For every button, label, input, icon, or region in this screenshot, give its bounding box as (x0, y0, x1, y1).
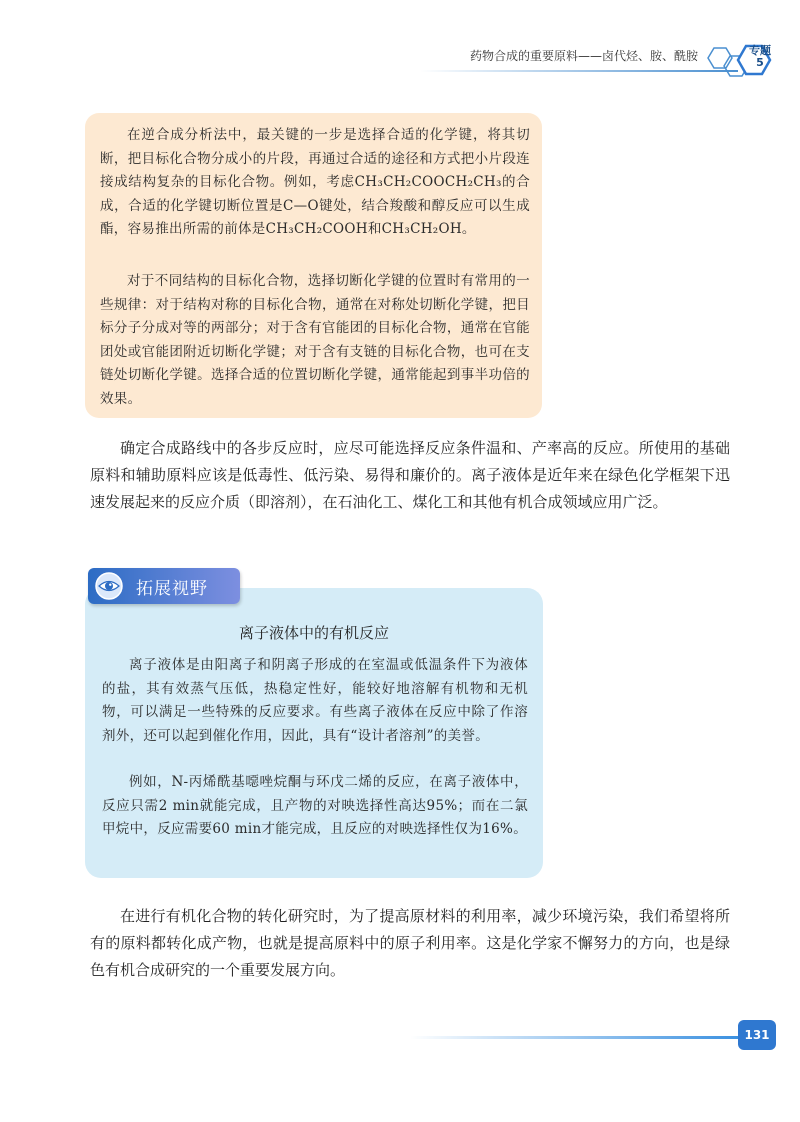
body-paragraph-2: 在进行有机化合物的转化研究时，为了提高原材料的利用率，减少环境污染，我们希望将所有的原料都转化成产物，也就是提高原料中的原子利用率。这是化学家不懈努力的方向，也是绿色有机合成研究的一个重要发展方向。 (90, 907, 730, 979)
extension-title: 离子液体中的有机反应 (238, 624, 389, 642)
header-rule (420, 70, 738, 72)
sidebar-note-paragraph-2: 对于不同结构的目标化合物，选择切断化学键的位置时有常用的一些规律：对于结构对称的目标化合物，通常在对称处切断化学键，把目标分子分成对等的两部分；对于含有官能团的目标化合物，通常在官能团处或官能团附近切断化学键；对于含有支链的目标化合物，也可在支链处切断化学键。选择合适的位置切断化学键，通常能起到事半功倍的效果。 (100, 273, 530, 407)
chapter-title: 药物合成的重要原料——卤代烃、胺、酰胺 (470, 49, 699, 63)
topic-badge (740, 45, 780, 69)
extension-paragraph-2: 例如，N-丙烯酰基噁唑烷酮与环戊二烯的反应，在离子液体中，反应只需2 min就能完成，且产物的对映选择性高达95%；而在二氯甲烷中，反应需要60 min才能完成，且反应的对映选择性仅为16%。 (102, 774, 528, 838)
extension-tab (88, 568, 240, 604)
topic-label: 专题 (749, 44, 771, 57)
extension-paragraph-1: 离子液体是由阳离子和阴离子形成的在室温或低温条件下为液体的盐，其有效蒸气压低，热稳定性好，能较好地溶解有机物和无机物，可以满足一些特殊的反应要求。有些离子液体在反应中除了作溶剂外，还可以起到催化作用，因此，具有“设计者溶剂”的美誉。 (102, 657, 528, 745)
eye-icon (94, 571, 124, 601)
body-paragraph-1: 确定合成路线中的各步反应时，应尽可能选择反应条件温和、产率高的反应。所使用的基础原料和辅助原料应该是低毒性、低污染、易得和廉价的。离子液体是近年来在绿色化学框架下迅速发展起来的反应介质（即溶剂），在石油化工、煤化工和其他有机合成领域应用广泛。 (90, 439, 730, 511)
sidebar-note-paragraph-1: 在逆合成分析法中，最关键的一步是选择合适的化学键，将其切断，把目标化合物分成小的片段，再通过合适的途径和方式把小片段连接成结构复杂的目标化合物。例如，考虑CH₃CH₂COOCH₂CH₃的合成，合适的化学键切断位置是C—O键处，结合羧酸和醇反应可以生成酯，容易推出所需的前体是CH₃CH₂COOH和CH₃CH₂OH。 (100, 127, 530, 238)
extension-tab-label: 拓展视野 (136, 579, 208, 599)
footer-rule (410, 1036, 740, 1039)
topic-number: 5 (756, 56, 764, 69)
page-number: 131 (738, 1020, 776, 1050)
